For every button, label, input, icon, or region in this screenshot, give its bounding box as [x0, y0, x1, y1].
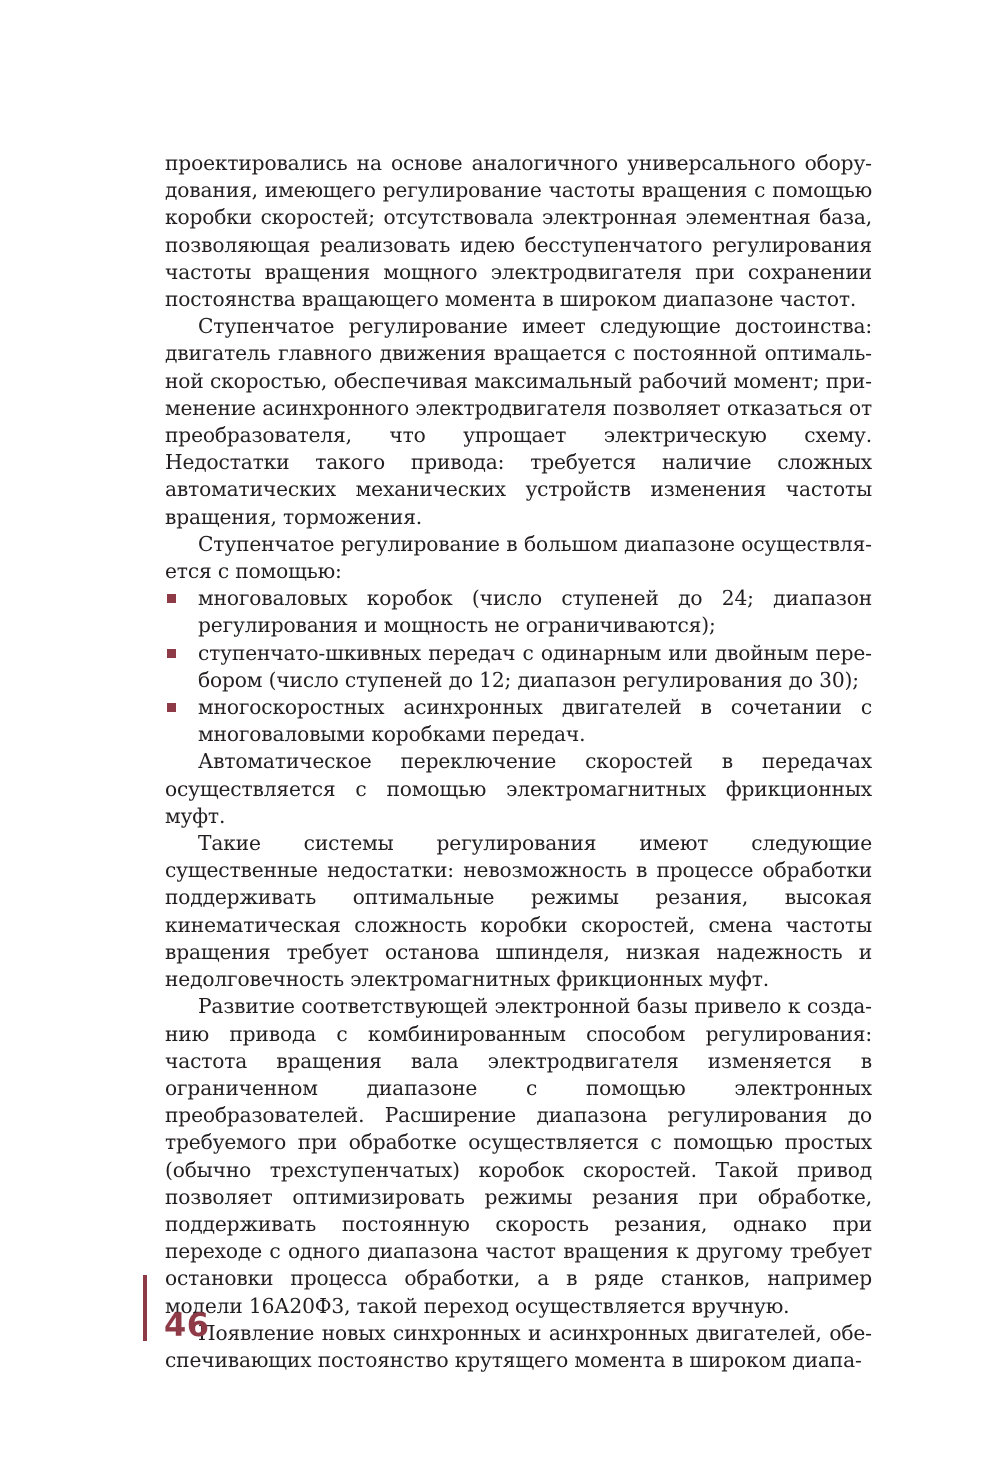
list-item — [165, 585, 872, 639]
paragraph: Автоматическое переключение скоростей в передачах осуществляется с помощью электромагнитных фрикционных муфт. — [165, 749, 872, 828]
list-item — [165, 640, 872, 694]
paragraph: Ступенчатое регулирование имеет следующие достоинства: двигатель главного движения вращается с постоянной оптимальной скоростью, обеспечивая максимальный рабочий момент; применение асинхронного электродвигателя позволяет отказаться от преобразователя, что упрощает электрическую схему. Недостатки такого привода: требуется наличие сложных автоматических механических устройств изменения частоты вращения, торможения. — [165, 314, 872, 529]
square-bullet-icon — [167, 649, 176, 658]
square-bullet-icon — [167, 594, 176, 603]
list-item-text: ступенчато-шкивных передач с одинарным или двойным перебором (число ступеней до 12; диапазон регулирования до 30); — [198, 640, 872, 692]
list-item — [165, 694, 872, 748]
paragraph: Ступенчатое регулирование в большом диапазоне осуществляется с помощью: — [165, 531, 872, 584]
page-body — [165, 150, 872, 1374]
page-number-accent-bar — [143, 1275, 147, 1341]
paragraph: Такие системы регулирования имеют следующие существенные недостатки: невозможность в процессе обработки поддерживать оптимальные режимы резания, высокая кинематическая сложность коробки скоростей, смена частоты вращения требует останова шпинделя, низкая надежность и недолговечность электромагнитных фрикционных муфт. — [165, 831, 872, 992]
paragraph: Развитие соответствующей электронной базы привело к созданию привода с комбинированным способом регулирования: частота вращения вала электродвигателя изменяется в ограниченном диапазоне с помощью электронных преобразователей. Расширение диапазона регулирования до требуемого при обработке осуществляется с помощью простых (обычно трехступенчатых) коробок скоростей. Такой привод позволяет оптимизировать режимы резания при обработке, поддерживать постоянную скорость резания, однако при переходе с одного диапазона частот вращения к другому требует остановки процесса обработки, а в ряде станков, например модели 16А20Ф3, такой переход осуществляется вручную. — [165, 994, 872, 1318]
paragraph: проектировались на основе аналогичного универсального оборудования, имеющего регулирование частоты вращения с помощью коробки скоростей; отсутствовала электронная элементная база, позволяющая реализовать идею бесступенчатого регулирования частоты вращения мощного электродвигателя при сохранении постоянства вращающего момента в широком диапазоне частот. — [165, 151, 872, 312]
bullet-list — [165, 585, 872, 748]
paragraph: Появление новых синхронных и асинхронных двигателей, обеспечивающих постоянство крутящего момента в широком диапа- — [165, 1320, 872, 1372]
list-item-text: многоскоростных асинхронных двигателей в сочетании с многоваловыми коробками передач. — [198, 695, 872, 747]
square-bullet-icon — [167, 703, 176, 712]
page-number: 46 — [164, 1306, 210, 1344]
list-item-text: многоваловых коробок (число ступеней до 24; диапазон регулирования и мощность не ограничиваются); — [198, 586, 872, 638]
